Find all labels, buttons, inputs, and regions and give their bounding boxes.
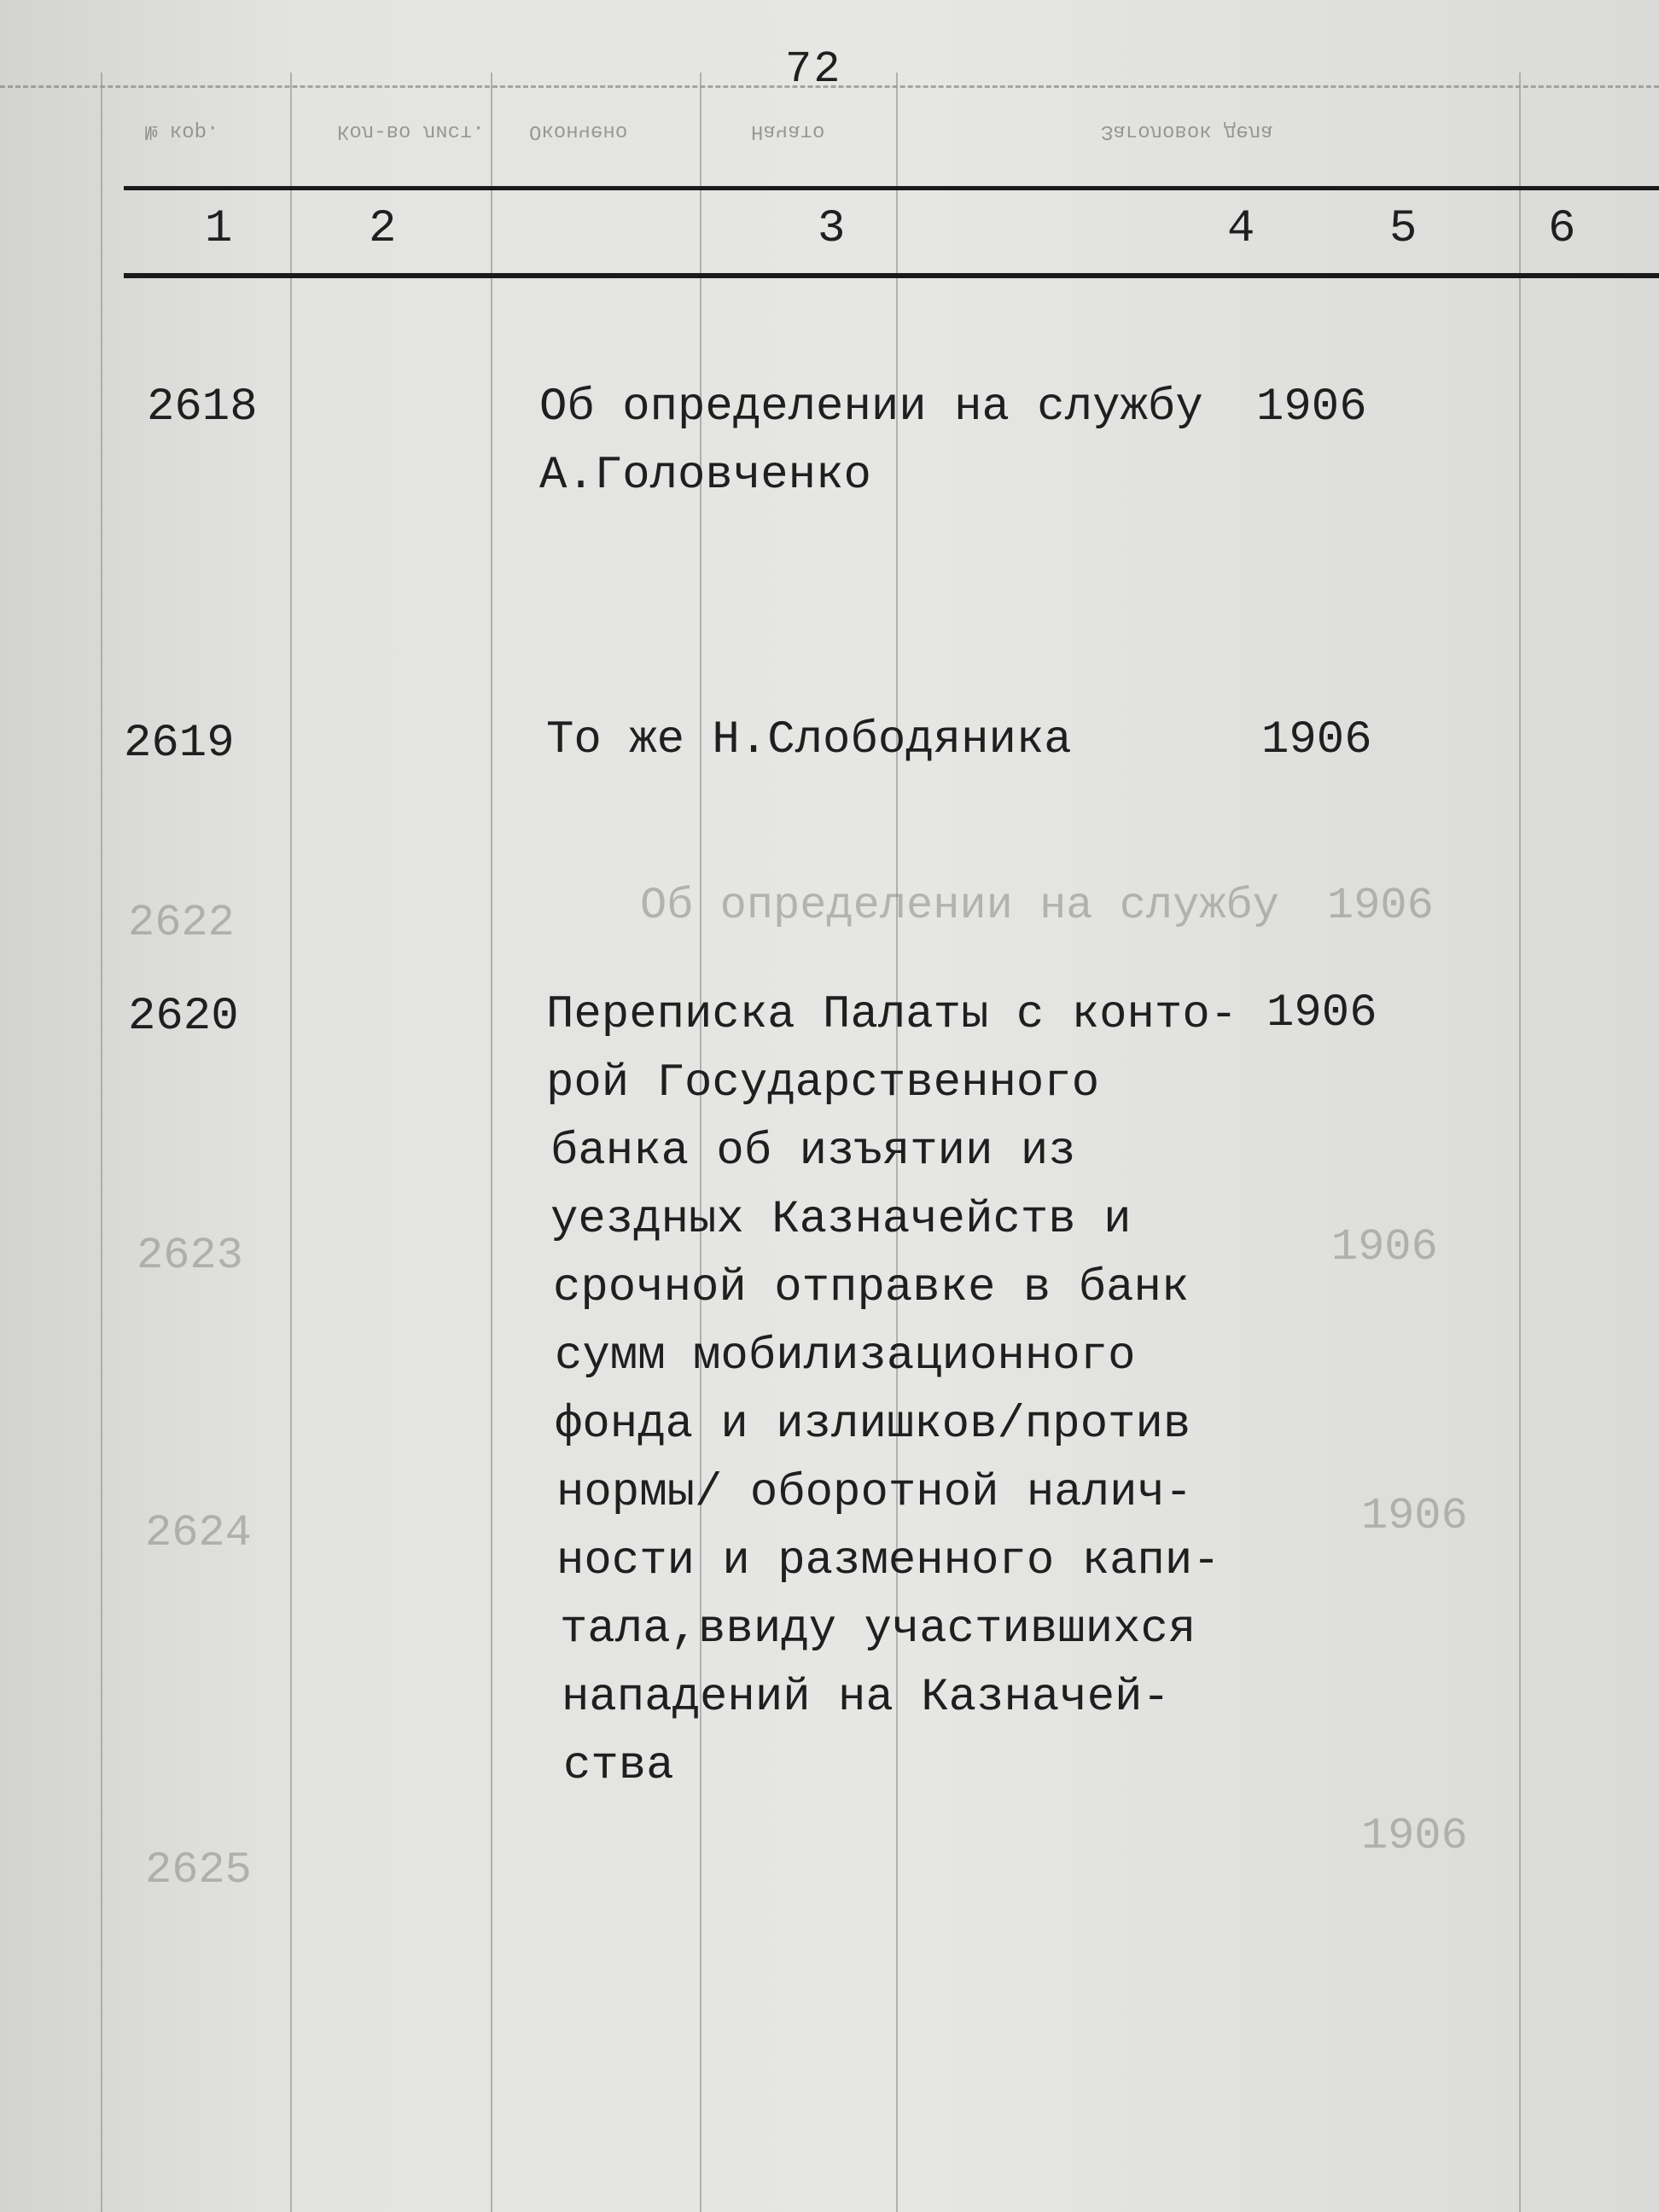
- entry-number: 2618: [147, 381, 258, 434]
- entry-year: 1906: [1256, 381, 1367, 434]
- ghost-entry-number: 2625: [145, 1845, 252, 1895]
- ghost-entry-number: 2624: [145, 1508, 252, 1558]
- ghost-header-label: № кор.: [145, 119, 219, 143]
- ghost-header-label: Кол-во лист.: [337, 119, 485, 143]
- entry-title-line: нормы/ оборотной налич-: [556, 1467, 1193, 1519]
- column-number: 6: [1548, 203, 1576, 255]
- ghost-entry-year: 1906: [1361, 1811, 1468, 1861]
- entry-year: 1906: [1261, 714, 1372, 766]
- entry-title-line: фонда и излишков/против: [555, 1399, 1191, 1451]
- entry-title-line: уездных Казначейств и: [550, 1194, 1132, 1246]
- entry-number: 2620: [128, 991, 239, 1043]
- column-number: 1: [205, 203, 233, 255]
- entry-title-line: ства: [563, 1740, 674, 1792]
- ghost-entry-year: 1906: [1331, 1222, 1438, 1272]
- column-number: 3: [818, 203, 846, 255]
- column-number: 4: [1227, 203, 1255, 255]
- ghost-entry-year: 1906: [1361, 1491, 1468, 1541]
- column-rule: [290, 73, 292, 2212]
- entry-title-line: ности и разменного капи-: [556, 1535, 1220, 1587]
- entry-title-line: рой Государственного: [546, 1057, 1100, 1109]
- entry-title-line: тала,ввиду участившихся: [560, 1604, 1196, 1656]
- entry-title-line: банка об изъятии из: [550, 1126, 1076, 1178]
- ghost-header-label: Начато: [751, 119, 825, 143]
- ghost-entry-number: 2623: [137, 1231, 243, 1281]
- column-number: 2: [369, 203, 397, 255]
- entry-title-line: сумм мобилизационного: [555, 1330, 1136, 1382]
- entry-number: 2619: [124, 718, 235, 770]
- column-number: 5: [1389, 203, 1417, 255]
- ghost-header-label: Заголовок дела: [1101, 119, 1273, 143]
- entry-year: 1906: [1266, 987, 1377, 1039]
- column-rule: [101, 73, 102, 2212]
- entry-title-line: Переписка Палаты с конто-: [546, 989, 1238, 1041]
- column-rule: [1519, 73, 1521, 2212]
- ghost-header-label: Окончено: [529, 119, 628, 143]
- entry-title-line: А.Головченко: [539, 450, 871, 502]
- entry-title-line: Об определении на службу: [539, 381, 1203, 434]
- entry-title-line: нападений на Казначей-: [562, 1672, 1170, 1724]
- page-number: 72: [785, 44, 842, 95]
- ghost-entry-number: 2622: [128, 898, 235, 948]
- column-rule: [491, 73, 492, 2212]
- entry-title-line: срочной отправке в банк: [553, 1262, 1190, 1314]
- entry-title-line: То же Н.Слободяника: [546, 714, 1072, 766]
- ghost-entry-text: Об определении на службу: [640, 881, 1279, 931]
- ghost-entry-year: 1906: [1327, 881, 1434, 931]
- header-rule-top: [124, 186, 1659, 190]
- header-rule-bottom: [124, 273, 1659, 278]
